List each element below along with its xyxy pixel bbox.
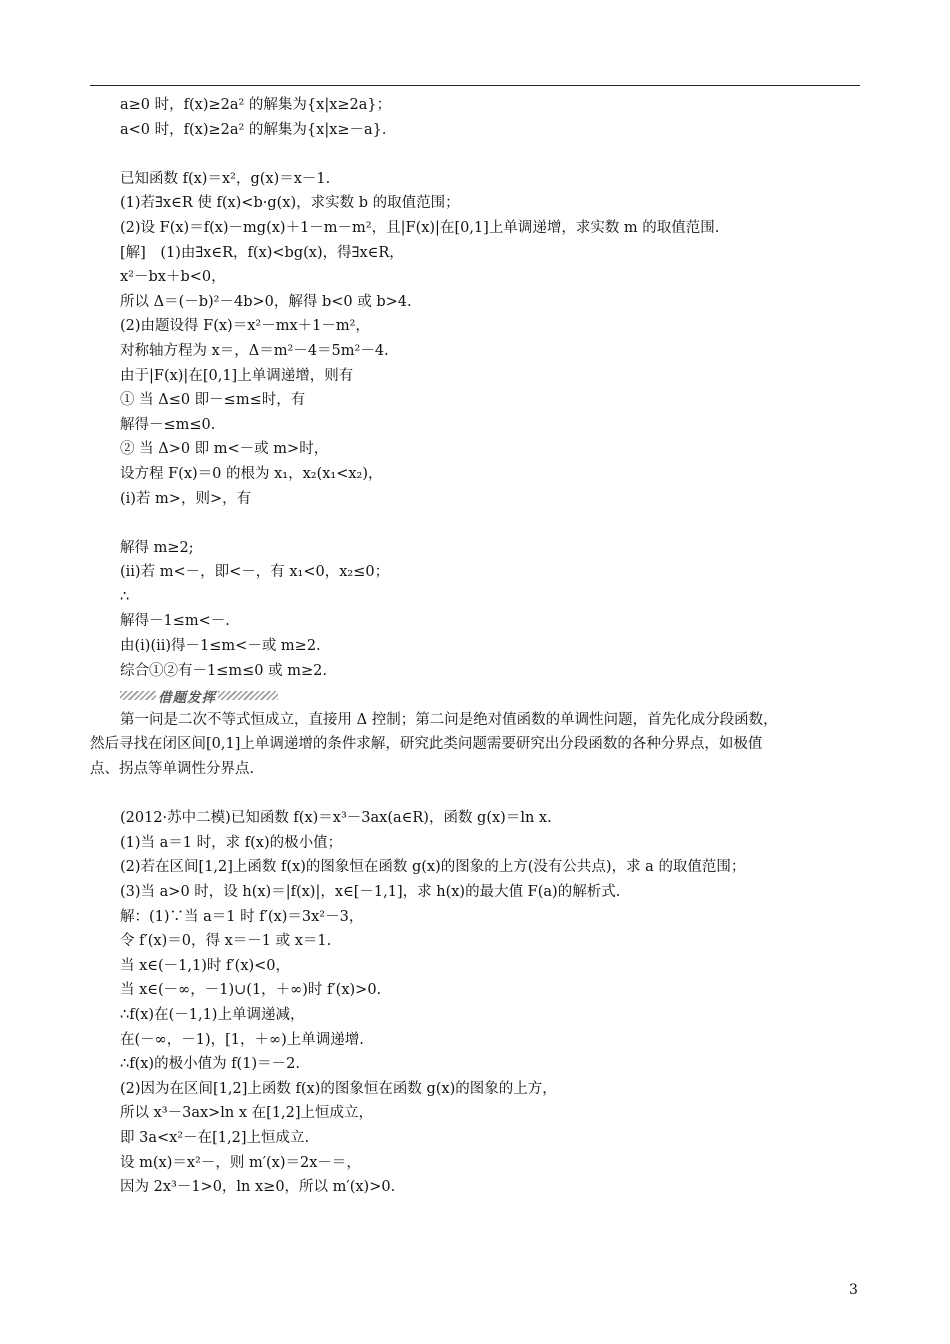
top-lines (120, 93, 860, 142)
text-line: (ⅱ)若 m<－，即<－，有 x₁<0，x₂≤0； (120, 564, 390, 581)
text-line: 已知函数 f(x)＝x²，g(x)＝x－1. (120, 170, 331, 187)
text-line: 所以 x³－3ax>ln x 在[1,2]上恒成立， (120, 1105, 374, 1122)
text-line: (3)当 a>0 时，设 h(x)＝|f(x)|，x∈[－1,1]，求 h(x)的最大值 F(a)的解析式. (120, 884, 621, 900)
text-line: 令 f′(x)＝0，得 x＝－1 或 x＝1. (120, 933, 332, 950)
commentary-paragraph (90, 708, 860, 782)
text-line: ① 当 Δ≤0 即－≤m≤时，有 (120, 392, 306, 409)
text-line: 解得－1≤m<－. (120, 613, 230, 630)
text-line: (2)因为在区间[1,2]上函数 f(x)的图象恒在函数 g(x)的图象的上方， (120, 1080, 557, 1097)
text-line: 设 m(x)＝x²－，则 m′(x)＝2x－＝， (120, 1154, 361, 1171)
banner-hatch-right (218, 691, 278, 700)
text-line: [解] (1)由∃x∈R，f(x)<bg(x)，得∃x∈R， (120, 244, 404, 261)
text-line: 由于|F(x)|在[0,1]上单调递增，则有 (120, 367, 354, 384)
text-line: (2)设 F(x)＝f(x)－mg(x)＋1－m－m²，且|F(x)|在[0,1]上单调递增，求实数 m 的取值范围. (120, 219, 720, 236)
text-line: (2)若在区间[1,2]上函数 f(x)的图象恒在函数 g(x)的图象的上方(没有公共点)，求 a 的取值范围； (120, 859, 746, 876)
text-line: (1)若∃x∈R 使 f(x)<b·g(x)，求实数 b 的取值范围； (120, 195, 460, 212)
header-rule (90, 85, 860, 86)
page-content (90, 93, 860, 1200)
text-line: 因为 2x³－1>0，ln x≥0，所以 m′(x)>0. (120, 1179, 396, 1196)
text-line: 对称轴方程为 x＝，Δ＝m²－4＝5m²－4. (120, 342, 389, 359)
text-line: 即 3a<x²－在[1,2]上恒成立. (120, 1129, 310, 1146)
tip-banner (120, 683, 860, 708)
example-2 (120, 806, 860, 1200)
text-line: 解得－≤m≤0. (120, 416, 216, 433)
commentary-line: 点、拐点等单调性分界点. (90, 761, 255, 778)
text-line: a<0 时，f(x)≥2a² 的解集为{x|x≥－a}． (120, 121, 397, 138)
text-line: 在(－∞，－1)，[1，＋∞)上单调递增. (120, 1031, 364, 1048)
text-line: 解得 m≥2; (120, 539, 194, 556)
spacer (120, 782, 860, 807)
text-line: x²－bx＋b<0， (120, 269, 226, 286)
text-line: (2)由题设得 F(x)＝x²－mx＋1－m²， (120, 318, 370, 335)
text-line: 由(ⅰ)(ⅱ)得－1≤m<－或 m≥2. (120, 638, 321, 655)
text-line: 所以 Δ＝(－b)²－4b>0，解得 b<0 或 b>4. (120, 293, 412, 310)
text-line: 解：(1)∵当 a＝1 时 f′(x)＝3x²－3， (120, 908, 364, 925)
text-line: (2012·苏中二模)已知函数 f(x)＝x³－3ax(a∈R)，函数 g(x)＝ln x. (120, 810, 552, 827)
text-line: ② 当 Δ>0 即 m<－或 m>时， (120, 441, 329, 458)
commentary-line: 第一问是二次不等式恒成立，直接用 Δ 控制；第二问是绝对值函数的单调性问题，首先化成分段函数， (120, 711, 778, 728)
example-1 (120, 167, 860, 683)
page-number: 3 (849, 1282, 858, 1298)
text-line: ∴ (120, 588, 130, 605)
text-line: (ⅰ)若 m>，则>，有 (120, 490, 252, 507)
banner-hatch-left (120, 691, 156, 700)
spacer (120, 142, 860, 167)
text-line: 综合①②有－1≤m≤0 或 m≥2. (120, 662, 327, 679)
text-line: (1)当 a＝1 时，求 f(x)的极小值； (120, 834, 343, 851)
text-line: ∴f(x)的极小值为 f(1)＝－2. (120, 1056, 300, 1073)
text-line: 当 x∈(－1,1)时 f′(x)<0， (120, 957, 291, 974)
text-line: 当 x∈(－∞，－1)∪(1，＋∞)时 f′(x)>0. (120, 982, 382, 999)
spacer (120, 511, 860, 536)
banner-title: 借题发挥 (158, 689, 216, 706)
commentary-line: 然后寻找在闭区间[0,1]上单调递增的条件求解，研究此类问题需要研究出分段函数的各种分界点，如极值 (90, 736, 763, 753)
text-line: 设方程 F(x)＝0 的根为 x₁，x₂(x₁<x₂)， (120, 465, 383, 482)
text-line: a≥0 时，f(x)≥2a² 的解集为{x|x≥2a}； (120, 97, 392, 113)
text-line: ∴f(x)在(－1,1)上单调递减， (120, 1006, 305, 1023)
